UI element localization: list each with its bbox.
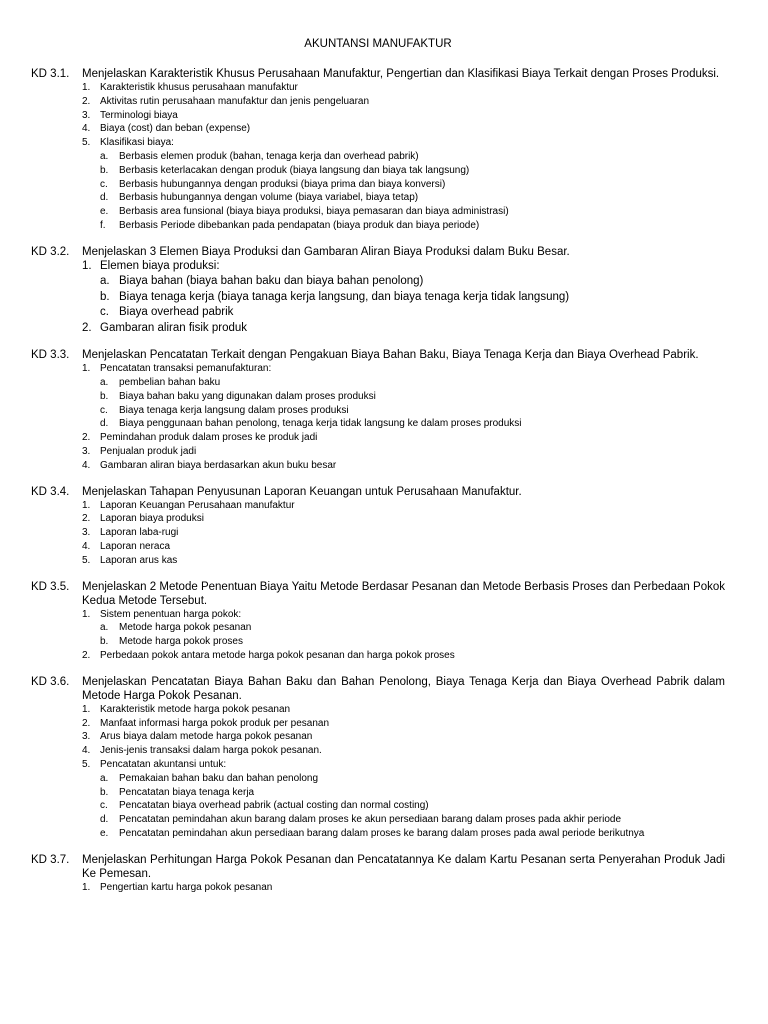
- list-item-text: Laporan neraca: [100, 541, 171, 553]
- sub-item-letter: b.: [100, 290, 110, 303]
- list-item-number: 4.: [82, 459, 91, 471]
- sub-list-item: [100, 164, 725, 178]
- list-item: [82, 362, 725, 431]
- list-item: [82, 109, 725, 123]
- sub-list-item: [100, 205, 725, 219]
- kd-section: [31, 675, 725, 841]
- topic-list: [82, 703, 725, 841]
- list-item-text: Laporan biaya produksi: [100, 513, 204, 525]
- list-item-content: [100, 109, 725, 123]
- list-item-number: 1.: [82, 703, 91, 715]
- sub-item-letter: a.: [100, 772, 109, 784]
- list-item: [82, 554, 725, 568]
- list-item: [82, 259, 725, 321]
- sub-list-item: [100, 178, 725, 192]
- topic-list: [82, 608, 725, 663]
- sub-item-text: Metode harga pokok proses: [119, 636, 243, 648]
- sub-item-text: Pencatatan biaya overhead pabrik (actual costing dan normal costing): [119, 800, 429, 812]
- list-item: [82, 95, 725, 109]
- kd-number: KD 3.6.: [31, 675, 70, 688]
- list-item-content: [100, 730, 725, 744]
- sub-item-text: Berbasis keterlacakan dengan produk (biaya langsung dan biaya tak langsung): [119, 164, 470, 176]
- kd-section: [31, 853, 725, 895]
- list-item-content: [100, 122, 725, 136]
- sub-item-letter: b.: [100, 786, 109, 798]
- list-item-text: Laporan Keuangan Perusahaan manufaktur: [100, 499, 295, 511]
- list-item-content: [100, 608, 725, 649]
- sub-list-item: [100, 219, 725, 233]
- list-item-number: 1.: [82, 881, 91, 893]
- list-item-number: 5.: [82, 759, 91, 770]
- kd-body: [82, 245, 725, 337]
- sub-item-letter: c.: [100, 800, 108, 812]
- list-item: [82, 136, 725, 233]
- sections: [31, 67, 725, 895]
- list-item: [82, 512, 725, 526]
- sub-item-text: Pemakaian bahan baku dan bahan penolong: [119, 772, 319, 784]
- list-item-content: [100, 136, 725, 233]
- list-item-number: 1.: [82, 363, 91, 375]
- list-item-text: Gambaran aliran biaya berdasarkan akun buku besar: [100, 459, 337, 471]
- list-item-number: 3.: [82, 446, 91, 458]
- kd-title: Menjelaskan Karakteristik Khusus Perusahaan Manufaktur, Pengertian dan Klasifikasi Biaya Terkait dengan Proses Produksi.: [82, 68, 720, 80]
- sub-list-item: [100, 191, 725, 205]
- list-item: [82, 499, 725, 513]
- list-item-text: Perbedaan pokok antara metode harga pokok pesanan dan harga pokok proses: [100, 650, 455, 662]
- sub-item-text: Biaya penggunaan bahan penolong, tenaga kerja tidak langsung ke dalam proses produksi: [119, 418, 522, 430]
- sub-item-letter: c.: [100, 178, 108, 190]
- document: [31, 38, 725, 895]
- sub-list-item: [100, 274, 725, 290]
- kd-section: [31, 485, 725, 568]
- list-item-number: 5.: [82, 137, 91, 149]
- list-item-text: Pemindahan produk dalam proses ke produk jadi: [100, 432, 318, 444]
- sub-list: [100, 274, 725, 321]
- sub-item-letter: c.: [100, 306, 109, 319]
- list-item-content: [100, 649, 725, 663]
- list-item-text: Elemen biaya produksi:: [100, 259, 220, 272]
- topic-list: [82, 259, 725, 337]
- kd-title: Menjelaskan Tahapan Penyusunan Laporan Keuangan untuk Perusahaan Manufaktur.: [82, 485, 522, 498]
- topic-list: [82, 881, 725, 895]
- list-item: [82, 526, 725, 540]
- sub-item-letter: a.: [100, 150, 109, 162]
- list-item-text: Terminologi biaya: [100, 109, 178, 121]
- list-item-text: Biaya (cost) dan beban (expense): [100, 123, 251, 135]
- sub-item-text: Berbasis Periode dibebankan pada pendapatan (biaya produk dan biaya periode): [119, 219, 480, 231]
- list-item-text: Aktivitas rutin perusahaan manufaktur dan jenis pengeluaran: [100, 95, 370, 107]
- topic-list: [82, 499, 725, 568]
- sub-item-letter: a.: [100, 377, 109, 389]
- list-item-number: 1.: [82, 499, 91, 511]
- list-item: [82, 717, 725, 731]
- sub-item-letter: a.: [100, 622, 109, 634]
- list-item-content: [100, 499, 725, 513]
- sub-list-item: [100, 305, 725, 321]
- kd-section: [31, 348, 725, 472]
- list-item-number: 4.: [82, 541, 91, 553]
- sub-item-letter: d.: [100, 814, 109, 826]
- sub-item-letter: d.: [100, 418, 109, 430]
- list-item-content: [100, 881, 725, 895]
- kd-number: KD 3.7.: [31, 853, 70, 866]
- list-item-text: Karakteristik khusus perusahaan manufaktur: [100, 82, 298, 93]
- kd-section: [31, 580, 725, 663]
- sub-item-letter: e.: [100, 827, 109, 839]
- list-item-text: Sistem penentuan harga pokok:: [100, 608, 242, 620]
- sub-item-text: Metode harga pokok pesanan: [119, 622, 252, 634]
- sub-item-text: Pencatatan pemindahan akun persediaan barang dalam proses ke barang dalam proses pada awal periode berikutnya: [119, 827, 645, 839]
- list-item-text: Pencatatan akuntansi untuk:: [100, 759, 227, 770]
- list-item-content: [100, 431, 725, 445]
- kd-section: [31, 245, 725, 337]
- kd-title: Menjelaskan 3 Elemen Biaya Produksi dan Gambaran Aliran Biaya Produksi dalam Buku Besar.: [82, 245, 570, 258]
- list-item-text: Arus biaya dalam metode harga pokok pesanan: [100, 731, 313, 743]
- sub-item-text: Berbasis elemen produk (bahan, tenaga kerja dan overhead pabrik): [119, 150, 419, 162]
- list-item-number: 5.: [82, 554, 91, 566]
- sub-item-text: Biaya bahan baku yang digunakan dalam proses produksi: [119, 390, 376, 402]
- sub-list-item: [100, 635, 725, 649]
- list-item-number: 2.: [82, 432, 91, 444]
- list-item-content: [100, 459, 725, 473]
- list-item-number: 3.: [82, 527, 91, 539]
- kd-number: KD 3.3.: [31, 349, 70, 362]
- list-item-content: [100, 717, 725, 731]
- sub-item-text: Biaya bahan (biaya bahan baku dan biaya bahan penolong): [119, 275, 424, 288]
- sub-list-item: [100, 390, 725, 404]
- list-item-text: Gambaran aliran fisik produk: [100, 321, 248, 334]
- list-item-number: 2.: [82, 717, 91, 729]
- sub-list: [100, 150, 725, 233]
- kd-number: KD 3.1.: [31, 68, 70, 80]
- sub-item-text: Berbasis hubungannya dengan volume (biaya variabel, biaya tetap): [119, 192, 419, 204]
- kd-body: [82, 67, 725, 233]
- sub-item-text: Berbasis area funsional (biaya biaya produksi, biaya pemasaran dan biaya administrasi): [119, 206, 509, 218]
- list-item-number: 1.: [82, 82, 91, 93]
- list-item-text: Laporan arus kas: [100, 554, 178, 566]
- kd-title: Menjelaskan Perhitungan Harga Pokok Pesanan dan Pencatatannya Ke dalam Kartu Pesanan serta Penyerahan Produk Jadi Ke Pemesan.: [82, 853, 725, 880]
- list-item-content: [100, 526, 725, 540]
- list-item-content: [100, 362, 725, 431]
- sub-list: [100, 621, 725, 649]
- kd-body: [82, 853, 725, 895]
- list-item-text: Karakteristik metode harga pokok pesanan: [100, 703, 291, 715]
- sub-item-letter: d.: [100, 192, 109, 204]
- list-item: [82, 730, 725, 744]
- sub-item-text: Biaya tenaga kerja (biaya tanaga kerja langsung, dan biaya tenaga kerja tidak langsung): [119, 290, 570, 303]
- list-item-content: [100, 744, 725, 758]
- list-item-text: Manfaat informasi harga pokok produk per pesanan: [100, 717, 330, 729]
- sub-item-text: Pencatatan pemindahan akun barang dalam proses ke akun persediaan barang dalam proses pada akhir periode: [119, 814, 622, 826]
- list-item-content: [100, 554, 725, 568]
- sub-item-text: pembelian bahan baku: [119, 377, 221, 389]
- list-item-text: Penjualan produk jadi: [100, 446, 197, 458]
- list-item-content: [100, 445, 725, 459]
- kd-title: Menjelaskan 2 Metode Penentuan Biaya Yaitu Metode Berdasar Pesanan dan Metode Berbasis Proses dan Perbedaan Pokok Kedua Metode Tersebut.: [82, 580, 725, 607]
- sub-list: [100, 772, 725, 841]
- kd-body: [82, 348, 725, 472]
- list-item: [82, 540, 725, 554]
- topic-list: [82, 362, 725, 472]
- sub-item-letter: b.: [100, 636, 109, 648]
- kd-body: [82, 485, 725, 568]
- list-item-number: 3.: [82, 109, 91, 121]
- kd-title: Menjelaskan Pencatatan Terkait dengan Pengakuan Biaya Bahan Baku, Biaya Tenaga Kerja dan Biaya Overhead Pabrik.: [82, 349, 699, 362]
- sub-item-text: Biaya overhead pabrik: [119, 306, 234, 319]
- sub-list-item: [100, 813, 725, 827]
- list-item: [82, 758, 725, 841]
- list-item-content: [100, 758, 725, 841]
- sub-list-item: [100, 621, 725, 635]
- list-item: [82, 81, 725, 95]
- list-item-text: Laporan laba-rugi: [100, 527, 179, 539]
- list-item-number: 2.: [82, 95, 91, 107]
- kd-number: KD 3.4.: [31, 485, 70, 498]
- list-item-number: 2.: [82, 321, 92, 334]
- sub-item-letter: b.: [100, 390, 109, 402]
- list-item-content: [100, 540, 725, 554]
- list-item: [82, 431, 725, 445]
- document-title: AKUNTANSI MANUFAKTUR: [304, 38, 452, 50]
- sub-list-item: [100, 786, 725, 800]
- kd-body: [82, 580, 725, 663]
- list-item-content: [100, 512, 725, 526]
- list-item-content: [100, 259, 725, 321]
- list-item-content: [100, 95, 725, 109]
- list-item-number: 3.: [82, 731, 91, 743]
- sub-list-item: [100, 404, 725, 418]
- list-item-number: 4.: [82, 745, 91, 757]
- kd-number: KD 3.2.: [31, 245, 70, 258]
- sub-item-letter: c.: [100, 404, 108, 416]
- kd-title: Menjelaskan Pencatatan Biaya Bahan Baku dan Bahan Penolong, Biaya Tenaga Kerja dan Biaya Overhead Pabrik dalam Metode Harga Pokok Pesanan.: [82, 675, 725, 702]
- sub-list-item: [100, 799, 725, 813]
- sub-list: [100, 376, 725, 431]
- list-item: [82, 608, 725, 649]
- list-item: [82, 703, 725, 717]
- topic-list: [82, 81, 725, 233]
- list-item-number: 1.: [82, 259, 92, 272]
- list-item-number: 1.: [82, 608, 91, 620]
- kd-body: [82, 675, 725, 841]
- list-item-number: 2.: [82, 650, 91, 662]
- sub-list-item: [100, 150, 725, 164]
- list-item-content: [100, 81, 725, 95]
- sub-item-letter: a.: [100, 275, 110, 288]
- sub-list-item: [100, 417, 725, 431]
- kd-number: KD 3.5.: [31, 580, 70, 593]
- list-item-content: [100, 321, 725, 337]
- sub-list-item: [100, 290, 725, 306]
- list-item: [82, 459, 725, 473]
- sub-item-text: Pencatatan biaya tenaga kerja: [119, 786, 255, 798]
- list-item: [82, 321, 725, 337]
- list-item: [82, 445, 725, 459]
- list-item-number: 4.: [82, 123, 91, 135]
- list-item: [82, 122, 725, 136]
- sub-list-item: [100, 772, 725, 786]
- sub-item-letter: e.: [100, 206, 109, 218]
- sub-list-item: [100, 827, 725, 841]
- list-item-text: Klasifikasi biaya:: [100, 137, 174, 149]
- list-item-content: [100, 703, 725, 717]
- list-item: [82, 881, 725, 895]
- list-item-text: Jenis-jenis transaksi dalam harga pokok pesanan.: [100, 745, 322, 757]
- list-item: [82, 649, 725, 663]
- list-item-text: Pengertian kartu harga pokok pesanan: [100, 881, 273, 893]
- kd-section: [31, 67, 725, 233]
- sub-item-letter: f.: [100, 219, 106, 231]
- list-item: [82, 744, 725, 758]
- sub-item-letter: b.: [100, 164, 109, 176]
- list-item-text: Pencatatan transaksi pemanufakturan:: [100, 363, 272, 375]
- sub-item-text: Biaya tenaga kerja langsung dalam proses produksi: [119, 404, 349, 416]
- list-item-number: 2.: [82, 513, 91, 525]
- sub-item-text: Berbasis hubungannya dengan produksi (biaya prima dan biaya konversi): [119, 178, 446, 190]
- sub-list-item: [100, 376, 725, 390]
